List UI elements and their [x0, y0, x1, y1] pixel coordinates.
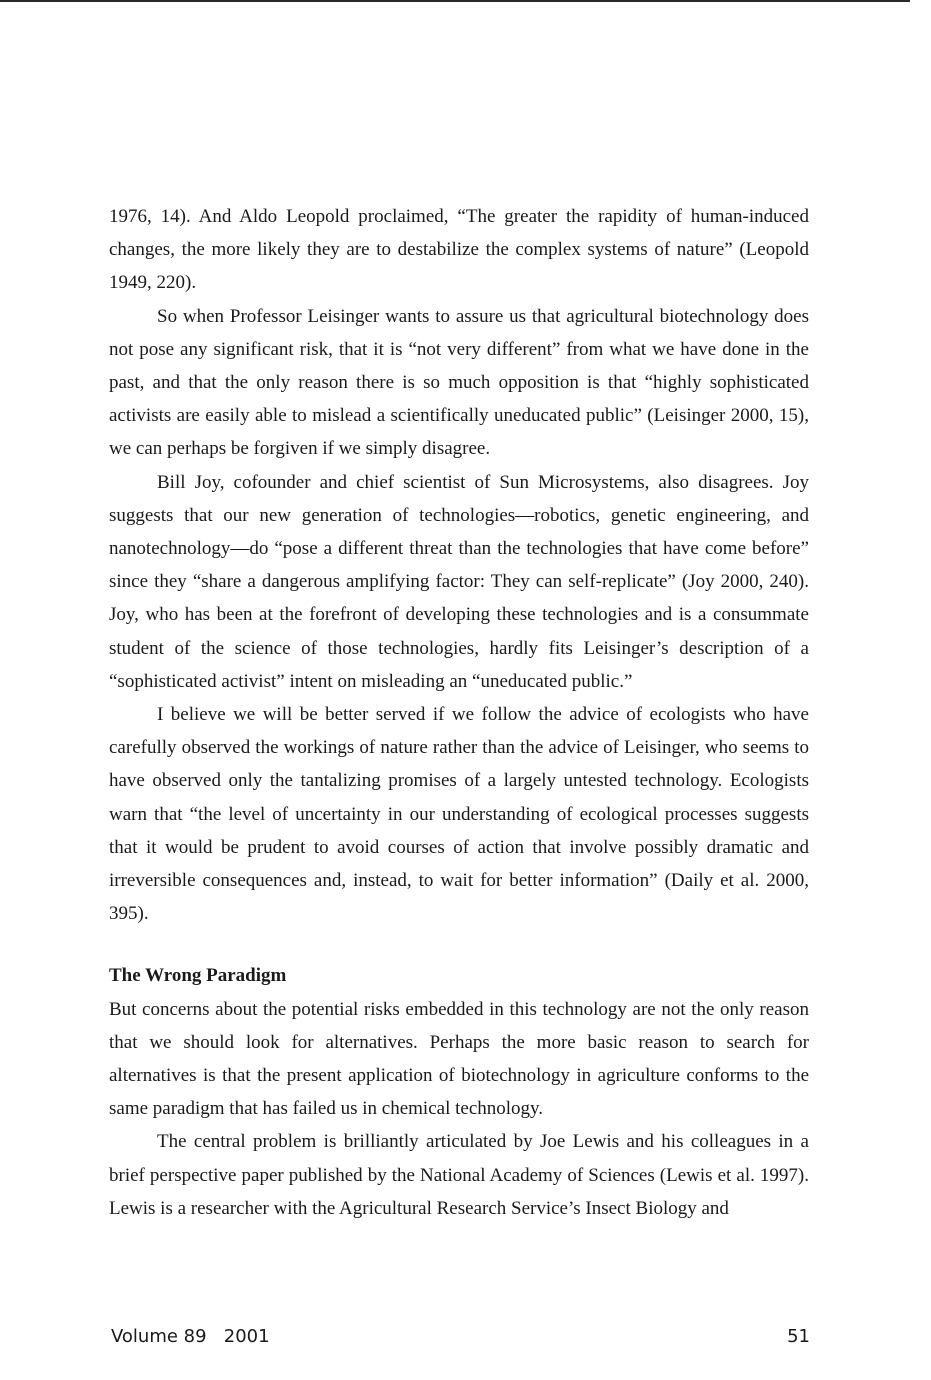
body-paragraph-3: Bill Joy, cofounder and chief scientist of Sun Microsystems, also disagrees. Joy suggests that our new generation of technologies—robotics, genetic engineering, and nanotechnology—do “pose a different threat than the technologies that have come before” since they “share a dangerous amplifying factor: They can self-replicate” (Joy 2000, 240). Joy, who has been at the forefront of developing these technologies and is a consummate student of the science of those technologies, hardly fits Leisinger’s description of a “sophisticated activist” intent on misleading an “uneducated public.”: [109, 471, 809, 692]
page-body: [109, 200, 809, 1225]
section-heading: The Wrong Paradigm: [109, 965, 287, 987]
footer-volume: Volume 89: [111, 1326, 207, 1347]
body-paragraph-2: So when Professor Leisinger wants to assure us that agricultural biotechnology does not pose any significant risk, that it is “not very different” from what we have done in the past, and that the only reason there is so much opposition is that “highly sophisticated activists are easily able to mislead a scientifically uneducated public” (Leisinger 2000, 15), we can perhaps be forgiven if we simply disagree.: [109, 305, 809, 460]
page-number: 51: [787, 1326, 810, 1347]
footer-year: 2001: [223, 1326, 270, 1347]
body-paragraph-4: I believe we will be better served if we follow the advice of ecologists who have carefully observed the workings of nature rather than the advice of Leisinger, who seems to have observed only the tantalizing promises of a largely untested technology. Ecologists warn that “the level of uncertainty in our understanding of ecological processes suggests that it would be prudent to avoid courses of action that involve possibly dramatic and irreversible consequences and, instead, to wait for better information” (Daily et al. 2000, 395).: [109, 704, 809, 925]
section-paragraph-2: The central problem is brilliantly articulated by Joe Lewis and his colleagues in a brief perspective paper published by the National Academy of Sciences (Lewis et al. 1997). Lewis is a researcher with the Agricultural Research Service’s Insect Biology and: [109, 1131, 809, 1219]
top-rule: [0, 0, 910, 2]
footer-volume-info: [111, 1322, 270, 1352]
body-paragraph-1: 1976, 14). And Aldo Leopold proclaimed, “The greater the rapidity of human-induced changes, the more likely they are to destabilize the complex systems of nature” (Leopold 1949, 220).: [109, 206, 809, 294]
section-paragraph-1: But concerns about the potential risks embedded in this technology are not the only reason that we should look for alternatives. Perhaps the more basic reason to search for alternatives is that the present application of biotechnology in agriculture conforms to the same paradigm that has failed us in chemical technology.: [109, 998, 809, 1120]
